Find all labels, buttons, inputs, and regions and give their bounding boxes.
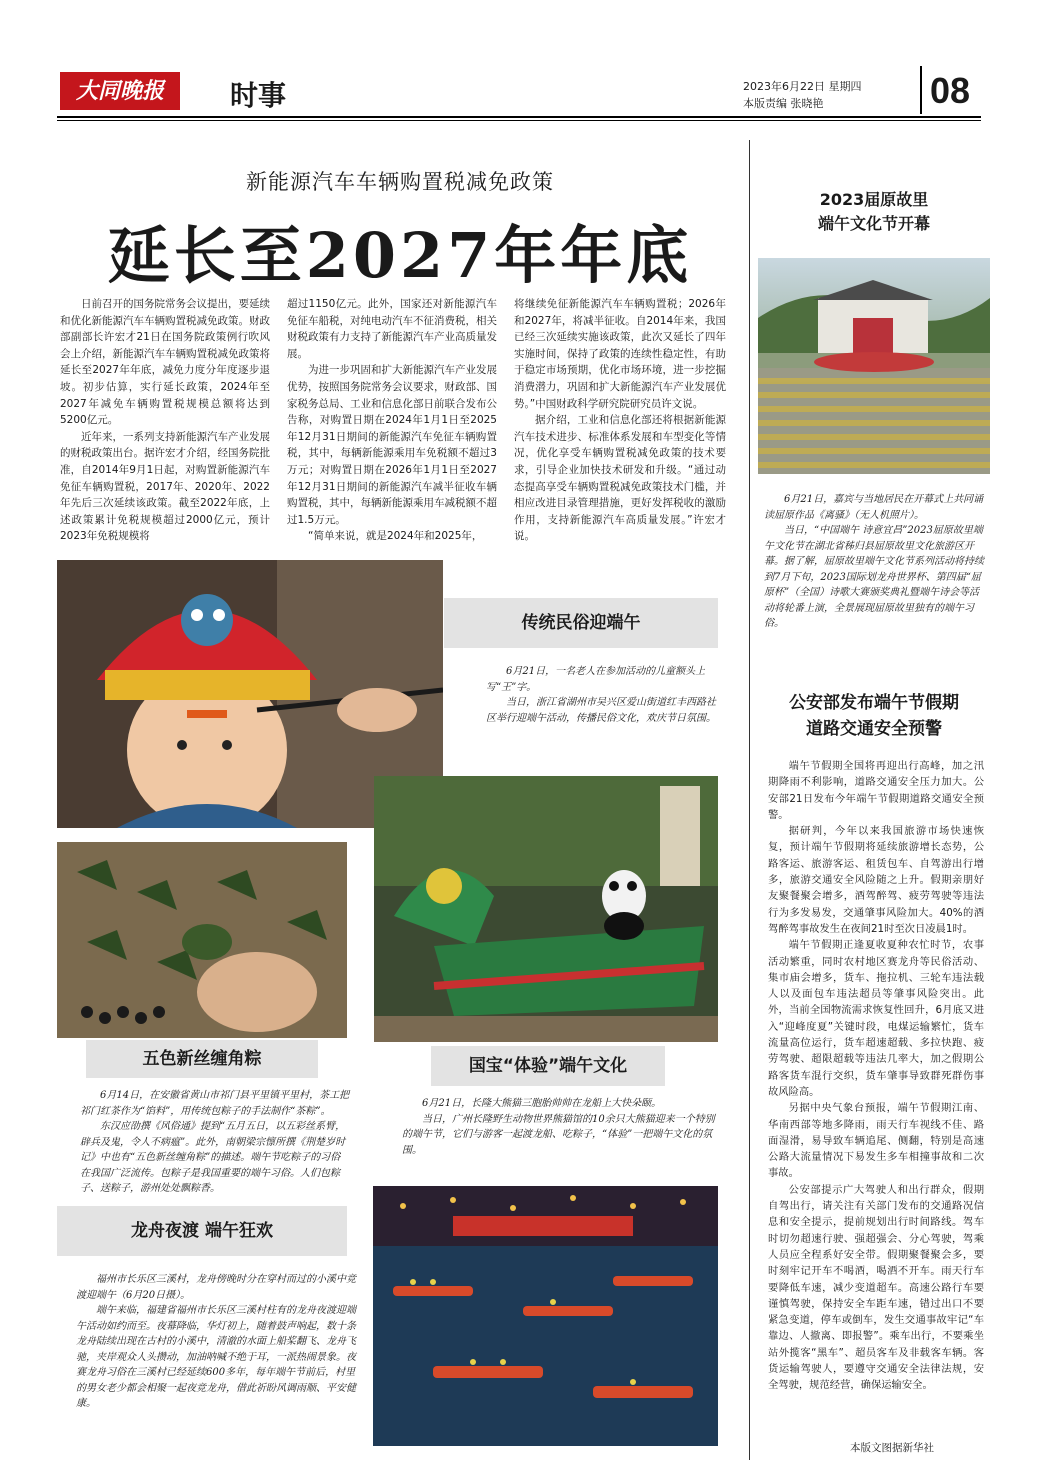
paragraph: 端午节假期全国将再迎出行高峰，加之汛期降雨不利影响，道路交通安全压力加大。公安部21日发布今年端午节假期道路交通安全预警。 <box>768 760 984 821</box>
photo-credit: 本版文图据新华社 <box>850 1442 934 1454</box>
newspaper-logo: 大同晚报 <box>60 72 180 110</box>
date-editor-block <box>743 78 862 112</box>
photo-3-title: 国宝“体验”端午文化 <box>431 1046 665 1086</box>
editor-line: 本版责编 张晓艳 <box>743 97 824 110</box>
photo-4-caption <box>76 1272 356 1412</box>
caption-line: 当日，浙江省湖州市吴兴区爱山街道红丰西路社区举行迎端午活动，传播民俗文化，欢庆节日氛围。 <box>486 697 716 724</box>
lead-column-1 <box>60 296 270 545</box>
lead-headline: 延长至2027年年底 <box>107 219 693 292</box>
masthead-rule <box>57 116 981 118</box>
paragraph: 据研判，今年以来我国旅游市场快速恢复，预计端午节假期将延续旅游增长态势，公路客运、旅游客运、租赁包车、自驾游出行增多，旅游交通安全风险随之上升。假期亲朋好友聚餐聚会增多，酒驾醉驾、疲劳驾驶等违法行为多发易发，交通肇事风险加大。40%的酒驾醉驾事故发生在夜间21时至次日凌晨1时。 <box>768 825 984 935</box>
side-story-2-title <box>760 690 988 742</box>
photo-panda-dragon-boat <box>374 776 718 1042</box>
paragraph: 近年来，一系列支持新能源汽车产业发展的财税政策出台。据许宏才介绍，经国务院批准，自2014年9月1日起，对购置新能源汽车免征车辆购置税，2017年、2020年、2022年先后三次延续该政策。截至2022年底，上述政策累计免税规模超过2000亿元，预计2023年免税规模将 <box>60 430 270 543</box>
lead-column-3 <box>514 296 726 545</box>
paragraph: 端午节假期正逢夏收夏种农忙时节，农事活动繁重，同时农村地区赛龙舟等民俗活动、集市庙会增多，货车、拖拉机、三轮车违法载人以及面包车违法超员等肇事风险突出。此外，当前全国物流需求恢复性回升，6月底又进入“迎峰度夏”关键时段，电煤运输繁忙，货车流量高位运行，货车超速超载、多拉快跑、疲劳驾驶、超限超载等违法几率大，加之假期公路客货车混行交织，货车肇事导致群死群伤事故风险高。 <box>768 939 984 1098</box>
photo-night-dragon-boat <box>373 1186 718 1446</box>
photo-2-caption <box>80 1088 350 1197</box>
photo-3-caption <box>402 1096 718 1158</box>
caption-line: 6月21日，长隆大熊猫三胞胎帅帅在龙船上大快朵颐。 <box>422 1098 662 1109</box>
side-story-1-caption <box>764 492 986 632</box>
caption-line: 端午来临，福建省福州市长乐区三溪村柱有的龙舟夜渡迎端午活动如约而至。夜幕降临，华灯初上，随着鼓声响起，数十条龙舟陆续出现在古村的小溪中，清澈的水面上船桨翻飞、龙舟飞驰，夹岸观众人头攒动，加油呐喊不绝于耳，一派热闹景象。夜赛龙舟习俗在三溪村已经延续600多年，每年端午节前后，村里的男女老少都会相聚一起夜竞龙舟，借此祈盼风调雨顺、平安健康。 <box>76 1305 356 1409</box>
photo-qu-yuan-festival <box>758 258 990 474</box>
photo-tea-zongzi <box>57 842 347 1038</box>
photo-1-caption <box>486 664 718 726</box>
paragraph: 另据中央气象台预报，端午节假期江南、华南西部等地多降雨，雨天行车视线不佳、路面湿滑，易导致车辆追尾、侧翻，特别是高速公路大流量情况下易发生多车相撞事故和二次事故。 <box>768 1102 984 1180</box>
caption-line: 6月21日，嘉宾与当地居民在开幕式上共同诵读屈原作品《离骚》（无人机照片）。 <box>764 494 984 521</box>
side-story-2-body <box>768 758 984 1394</box>
paragraph: 超过1150亿元。此外，国家还对新能源汽车免征车船税，对纯电动汽车不征消费税，相关财税政策有力支持了新能源汽车产业高质量发展。 <box>287 298 497 360</box>
paragraph: 日前召开的国务院常务会议提出，要延续和优化新能源汽车车辆购置税减免政策。财政部副部长许宏才21日在国务院政策例行吹风会上介绍，新能源汽车车辆购置税减免政策将延长至2027年年底，减免力度分年度逐步退坡。初步估算，实行延长政策，2024年至2027年减免车辆购置税规模总额将达到5200亿元。 <box>60 298 270 427</box>
caption-line: 6月21日，一名老人在参加活动的儿童额头上写“王”字。 <box>486 666 706 693</box>
paragraph: “简单来说，就是2024年和2025年， <box>308 530 483 543</box>
lead-subtitle: 新能源汽车车辆购置税减免政策 <box>246 170 554 194</box>
caption-line: 东汉应劭撰《风俗通》提到“五月五日，以五彩丝系臂，辟兵及鬼，令人不病瘟”。此外，南朝梁宗懔所撰《荆楚岁时记》中也有“五色新丝缠角粽”的描述。端午节吃粽子的习俗在我国广泛流传。包粽子是我国重要的端午习俗。人们包粽子、送粽子，游州处处飘粽香。 <box>80 1121 346 1194</box>
title-line: 2023届原故里 <box>819 190 929 209</box>
caption-line: 当日，广州长隆野生动物世界熊猫馆的10余只大熊猫迎来一个特别的端午节，它们与游客一起渡龙船、吃粽子，“体验”一把端午文化的氛围。 <box>402 1113 715 1156</box>
title-line: 道路交通安全预警 <box>806 719 942 739</box>
paragraph: 将继续免征新能源汽车车辆购置税；2026年和2027年，将减半征收。自2014年来，我国已经三次延续实施该政策，此次又延长了四年实施时间，保持了政策的连续性稳定性，有助于稳定市场预期，优化市场环境，进一步挖掘消费潜力，巩固和扩大新能源汽车产业发展优势。”中国财政科学研究院研究员许文说。 <box>514 298 726 410</box>
column-divider <box>749 140 750 1460</box>
title-line: 端午文化节开幕 <box>817 214 930 233</box>
side-story-1-title <box>760 188 988 236</box>
paragraph: 为进一步巩固和扩大新能源汽车产业发展优势，按照国务院常务会议要求，财政部、国家税务总局、工业和信息化部日前联合发布公告称，对购置日期在2024年1月1日至2025年12月31日期间的新能源汽车免征车辆购置税，其中，每辆新能源乘用车免税额不超过3万元；对购置日期在2026年1月1日至2027年12月31日期间的新能源汽车减半征收车辆购置税，其中，每辆新能源乘用车减税额不超过1.5万元。 <box>287 364 497 526</box>
lead-column-2 <box>287 296 497 545</box>
caption-line: 当日，“中国端午 诗意宜昌”2023屈原故里端午文化节在湖北省秭归县屈原故里文化旅游区开幕。据了解，屈原故里端午文化节系列活动将持续到7月下旬，2023国际划龙舟世界杯、第四届“屈原杯”（全国）诗歌大赛颁奖典礼暨端午诗会等活动将轮番上演，全景展现屈原故里独有的端午习俗。 <box>764 525 984 629</box>
masthead-rule-thin <box>57 120 981 121</box>
date-line: 2023年6月22日 星期四 <box>743 80 862 93</box>
photo-2-title: 五色新丝缠角粽 <box>86 1040 318 1078</box>
page-number: 08 <box>930 70 971 111</box>
caption-line: 6月14日，在安徽省黄山市祁门县平里镇平里村，茶工把祁门红茶作为“馅料”，用传统包粽子的手法制作“茶粽”。 <box>80 1090 350 1117</box>
masthead-divider <box>920 66 922 114</box>
caption-line: 福州市长乐区三溪村，龙舟傍晚时分在穿村而过的小溪中竞渡迎端午（6月20日摄）。 <box>76 1274 356 1301</box>
photo-1-title: 传统民俗迎端午 <box>444 598 718 648</box>
title-line: 公安部发布端午节假期 <box>789 693 959 713</box>
paragraph: 据介绍，工业和信息化部还将根据新能源汽车技术进步、标准体系发展和车型变化等情况，优化享受车辆购置税减免政策的技术要求，引导企业加快技术研发和升级。“通过动态提高享受车辆购置税减免政策技术门槛，并相应改进目录管理措施，更好发挥税收的激励作用，支持新能源汽车高质量发展。”许宏才说。 <box>514 414 726 543</box>
section-title: 时事 <box>230 79 287 112</box>
paragraph: 公安部提示广大驾驶人和出行群众，假期自驾出行，请关注有关部门发布的交通路况信息和安全提示，提前规划出行时间路线。驾车时切勿超速行驶、强超强会、分心驾驶，驾乘人员应全程系好安全带。假期聚餐聚会多，要时刻牢记开车不喝酒，喝酒不开车。雨天行车要降低车速，减少变道超车。高速公路行车要谨慎驾驶，保持安全车距车速，错过出口不要紧急变道，停车或倒车，发生交通事故牢记“车靠边、人撤离、即报警”。乘车出行，不要乘坐站外揽客“黑车”、超员客车及非载客车辆。客货运输驾驶人，要遵守交通安全法律法规，安全驾驶，规范经营，确保运输安全。 <box>768 1183 984 1392</box>
photo-4-title: 龙舟夜渡 端午狂欢 <box>57 1206 347 1256</box>
